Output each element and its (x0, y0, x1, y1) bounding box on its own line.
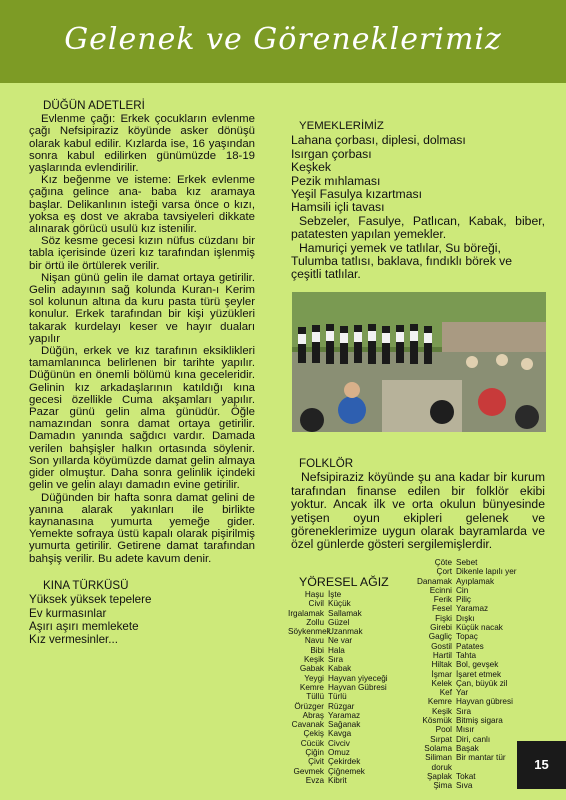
glossary-meaning: Sallamak (328, 608, 362, 618)
glossary-term: Tüllü (306, 692, 324, 702)
folk-dance-photo (292, 292, 546, 432)
glossary-term: Söykenmek (288, 627, 331, 637)
glossary-row (405, 697, 517, 706)
glossary-meaning: Piliç (456, 595, 472, 605)
glossary-term: Danamak (416, 576, 452, 586)
glossary-term: Çort (436, 567, 452, 577)
glossary-row (288, 590, 388, 599)
glossary-row (405, 670, 517, 679)
glossary-row (405, 558, 517, 567)
section-heading-kina: KINA TÜRKÜSÜ (43, 578, 129, 592)
glossary-row (288, 674, 388, 683)
glossary-term: Girebi (430, 623, 452, 633)
dish-line: Hamsili içli tavası (291, 200, 385, 215)
glossary-term: Navu (304, 636, 324, 646)
glossary-row (405, 716, 517, 725)
glossary-meaning: Yaramaz (328, 710, 361, 720)
section-heading-dugun: DÜĞÜN ADETLERİ (43, 99, 145, 112)
glossary-row (405, 744, 517, 753)
glossary-meaning: Ne var (328, 636, 353, 646)
glossary-meaning: Türlü (328, 692, 347, 702)
yemek-section (291, 120, 545, 282)
glossary-row (405, 753, 517, 772)
glossary-term: Siliman doruk (425, 753, 452, 772)
glossary-row (288, 729, 388, 738)
glossary-term: Fişki (435, 613, 452, 623)
glossary-meaning: Mısır (456, 725, 475, 735)
glossary-row (288, 599, 388, 608)
paragraph: Evlenme çağı: Erkek çocukların evlenme çağı Nefsipiraziz köyünde asker dönüşü olarak kabul edilir. Kızlarda ise, 16 yaşından sonra kabul edilirken günümüzde 18-19 yaşlarında evlendirilir. (29, 113, 255, 175)
glossary-meaning: Tokat (456, 771, 476, 781)
glossary-meaning: Cin (456, 585, 469, 595)
glossary-meaning: Bitmiş sigara (456, 716, 503, 726)
glossary-term: Çivit (308, 757, 324, 767)
glossary-term: İşmar (431, 669, 452, 679)
glossary-row (405, 642, 517, 651)
glossary-row (288, 757, 388, 766)
glossary-term: Örüzger (294, 701, 324, 711)
glossary-term: Şaplak (426, 771, 452, 781)
glossary-row (288, 627, 388, 636)
glossary-meaning: Yaramaz (456, 604, 489, 614)
section-heading-yoresel: YÖRESEL AĞIZ (299, 575, 389, 589)
paragraph: Düğün, erkek ve kız tarafının eksiklikleri tamamlanınca belirlenen bir tarihte yapılır. Düğünün en önemli bölümü kına geceleridir. Gelinin kız arkadaşlarının katıldığı kına gecesi özellikle Cuma akşamları yapılır. Pazar günü gelin alma günüdür. Öğle namazından sonra damat ortaya getirilir. Damadın yanında sağdıcı vardır. Damada verilen bahşişler halkın ortasında söylenir. Son yıllarda köyümüzde damat gelin almaya gider olmuştur. Daha sonra gelinlik içindeki gelin ve gelin alayı damadın evine getirilir. (29, 345, 255, 492)
glossary-list-2 (405, 558, 517, 790)
dish-paragraph: Hamuriçi yemek ve tatlılar, Su böreği, Tulumba tatlısı, baklava, fındıklı börek ve çeşitli tatlılar. (291, 240, 513, 282)
glossary-term: Kef (439, 688, 452, 698)
glossary-term: Kösmük (422, 716, 452, 726)
glossary-row (405, 679, 517, 688)
paragraph: Nişan günü gelin ile damat ortaya getirilir. Gelin adayının sağ kolunda Kuran-ı Kerim sol kolunun altına da kuru pasta türü şeyler konulur. Erkek tarafından bir kişi yüzükleri takarak kurdelayı keser ve hayır duaları yapılır (29, 271, 255, 345)
glossary-row (405, 725, 517, 734)
glossary-term: Şima (433, 781, 452, 791)
glossary-row (288, 702, 388, 711)
page-title: Gelenek ve Göreneklerimiz (64, 22, 502, 57)
glossary-row (405, 781, 517, 790)
glossary-meaning: Dışkı (456, 613, 475, 623)
glossary-row (405, 577, 517, 586)
glossary-meaning: Küçük (328, 599, 351, 609)
glossary-row (405, 735, 517, 744)
section-heading-yemek: YEMEKLERİMİZ (299, 120, 384, 132)
glossary-list-1 (288, 590, 388, 785)
glossary-meaning: Tahta (456, 650, 477, 660)
folklor-section (291, 457, 545, 552)
dish-paragraph: Sebzeler, Fasulye, Patlıcan, Kabak, biber, patatesten yapılan yemekler. (291, 213, 545, 242)
glossary-row (288, 711, 388, 720)
section-heading-folklor: FOLKLÖR (299, 457, 354, 470)
left-column (29, 100, 255, 647)
glossary-meaning: Kavga (328, 729, 352, 739)
glossary-meaning: Bir mantar tür (456, 753, 506, 763)
glossary-term: Cavanak (291, 720, 324, 730)
glossary-term: Haşu (304, 590, 324, 599)
glossary-row (405, 660, 517, 669)
glossary-meaning: Ayıplamak (456, 576, 495, 586)
glossary-meaning: Hala (328, 645, 345, 655)
glossary-meaning: Kibrit (328, 775, 347, 785)
glossary-meaning: Omuz (328, 748, 350, 758)
song-line: Aşırı aşırı memlekete (29, 619, 139, 633)
glossary-term: Sırpat (430, 734, 452, 744)
glossary-term: Gevmek (293, 766, 324, 776)
glossary-row (405, 567, 517, 576)
glossary-meaning: Dikenle lapılı yer (456, 567, 517, 577)
glossary-row (405, 772, 517, 781)
song-line: Ev kurmasınlar (29, 606, 107, 620)
glossary-meaning: Çiğnemek (328, 766, 365, 776)
glossary-row (405, 623, 517, 632)
glossary-term: Solama (424, 743, 452, 753)
glossary-row (405, 604, 517, 613)
glossary-meaning: Sıra (456, 706, 472, 716)
glossary-row (405, 632, 517, 641)
glossary-term: Gostil (431, 641, 452, 651)
glossary-row (405, 688, 517, 697)
glossary-term: Cücük (300, 738, 324, 748)
paragraph: Nefsipiraziz köyünde şu ana kadar bir kurum tarafından finanse edilen bir folklör ekibi yoktur. Ancak ilk ve orta okulun bünyesinde yetişen oyun ekipleri gelenek ve göreneklerimize uygun olarak bayramlarda ve özel günlerde gösteri sergilemişlerdir. (291, 470, 545, 552)
glossary-term: Abraş (302, 710, 324, 720)
kina-section (29, 579, 255, 647)
glossary-term: Gagliç (428, 632, 452, 642)
dish-line: Pezik mıhlaması (291, 173, 381, 188)
glossary-meaning: Sıra (328, 655, 344, 665)
glossary-meaning: Civciv (328, 738, 350, 748)
song-line: Kız vermesinler... (29, 633, 118, 647)
glossary-term: Keşik (431, 706, 452, 716)
glossary-row (288, 655, 388, 664)
header-band (0, 0, 566, 83)
glossary-meaning: Hayvan gübresi (456, 697, 513, 707)
glossary-row (288, 609, 388, 618)
glossary-term: Pool (435, 725, 452, 735)
dish-line: Lahana çorbası, diplesi, dolması (291, 133, 466, 148)
glossary-row (288, 683, 388, 692)
glossary-meaning: Yar (456, 688, 469, 698)
glossary-meaning: Çekirdek (328, 757, 361, 767)
glossary-term: Çiğin (305, 748, 324, 758)
glossary-term: Zollu (306, 617, 324, 627)
paragraph: Söz kesme gecesi kızın nüfus cüzdanı bir tabla içerisinde üzeri kız tarafından işlenmiş bir örtü ile örtülerek verilir. (29, 235, 255, 272)
glossary-term: Civil (308, 599, 324, 609)
glossary-row (405, 586, 517, 595)
glossary-meaning: Kabak (328, 664, 352, 674)
glossary-row (288, 692, 388, 701)
dish-line: Isırgan çorbası (291, 146, 372, 161)
glossary-term: Fesel (431, 604, 452, 614)
glossary-term: Kemre (299, 682, 324, 692)
photo-illustration (292, 292, 546, 432)
glossary-term: Keşik (303, 655, 324, 665)
glossary-term: Kemre (427, 697, 452, 707)
glossary-term: Hartil (432, 650, 452, 660)
glossary-row (288, 618, 388, 627)
glossary-term: Irgalamak (288, 608, 324, 618)
paragraph: Düğünden bir hafta sonra damat gelini de yanına alarak yakınları ile birlikte kaynanasına yumurta yemeğe gider. Yemekte sofraya üstü kapalı olarak pişirilmiş yumurta getirilir. Getirene damat tarafından bahşiş verilir. Bu adete kavum denir. (29, 491, 255, 565)
glossary-row (288, 636, 388, 645)
glossary-meaning: Çan, büyük zil (456, 678, 508, 688)
dish-line: Yeşil Fasulya kızartması (291, 187, 422, 202)
glossary-meaning: Topaç (456, 632, 478, 642)
glossary-term: Ferik (433, 595, 452, 605)
glossary-term: Hiltak (431, 660, 452, 670)
glossary-row (405, 707, 517, 716)
glossary-meaning: Küçük nacak (456, 623, 503, 633)
glossary-row (288, 776, 388, 785)
glossary-row (288, 748, 388, 757)
page-number: 15 (517, 741, 566, 789)
glossary-term: Gabak (299, 664, 324, 674)
glossary-meaning: Güzel (328, 617, 350, 627)
glossary-row (288, 664, 388, 673)
glossary-row (288, 739, 388, 748)
glossary-term: Kelek (431, 678, 452, 688)
glossary-meaning: İşaret etmek (456, 669, 502, 679)
glossary-meaning: Sebet (456, 558, 478, 567)
glossary-row (288, 720, 388, 729)
glossary-meaning: Rüzgar (328, 701, 355, 711)
glossary-row (288, 767, 388, 776)
glossary-meaning: Bol, gevşek (456, 660, 499, 670)
glossary-term: Evza (305, 775, 324, 785)
paragraph: Kız beğenme ve isteme: Erkek evlenme çağına gelince ana- baba kız aramaya başlar. Delikanlının isteği varsa önce o kızı, yoksa eş dost ve akraba tavsiyeleri dikkate alınarak görücü usulü kız istenilir. (29, 174, 255, 236)
glossary-meaning: Sıva (456, 781, 473, 791)
glossary-meaning: Sağanak (328, 720, 361, 730)
glossary-row (405, 651, 517, 660)
glossary-meaning: Uzanmak (328, 627, 363, 637)
glossary-meaning: Başak (456, 743, 479, 753)
glossary-term: Bibi (310, 645, 324, 655)
glossary-row (288, 646, 388, 655)
glossary-meaning: Patates (456, 641, 484, 651)
glossary-term: Ecinni (429, 585, 452, 595)
glossary-term: Yeygi (304, 673, 324, 683)
glossary-meaning: Hayvan Gübresi (328, 682, 387, 692)
glossary-term: Çöte (434, 558, 452, 567)
glossary-meaning: Diri, canlı (456, 734, 491, 744)
glossary-row (405, 595, 517, 604)
glossary-term: Çekiş (303, 729, 324, 739)
dish-line: Keşkek (291, 160, 331, 175)
glossary-meaning: İşte (328, 590, 342, 599)
song-line: Yüksek yüksek tepelere (29, 593, 152, 607)
glossary-row (405, 614, 517, 623)
glossary-meaning: Hayvan yiyeceği (328, 673, 388, 683)
